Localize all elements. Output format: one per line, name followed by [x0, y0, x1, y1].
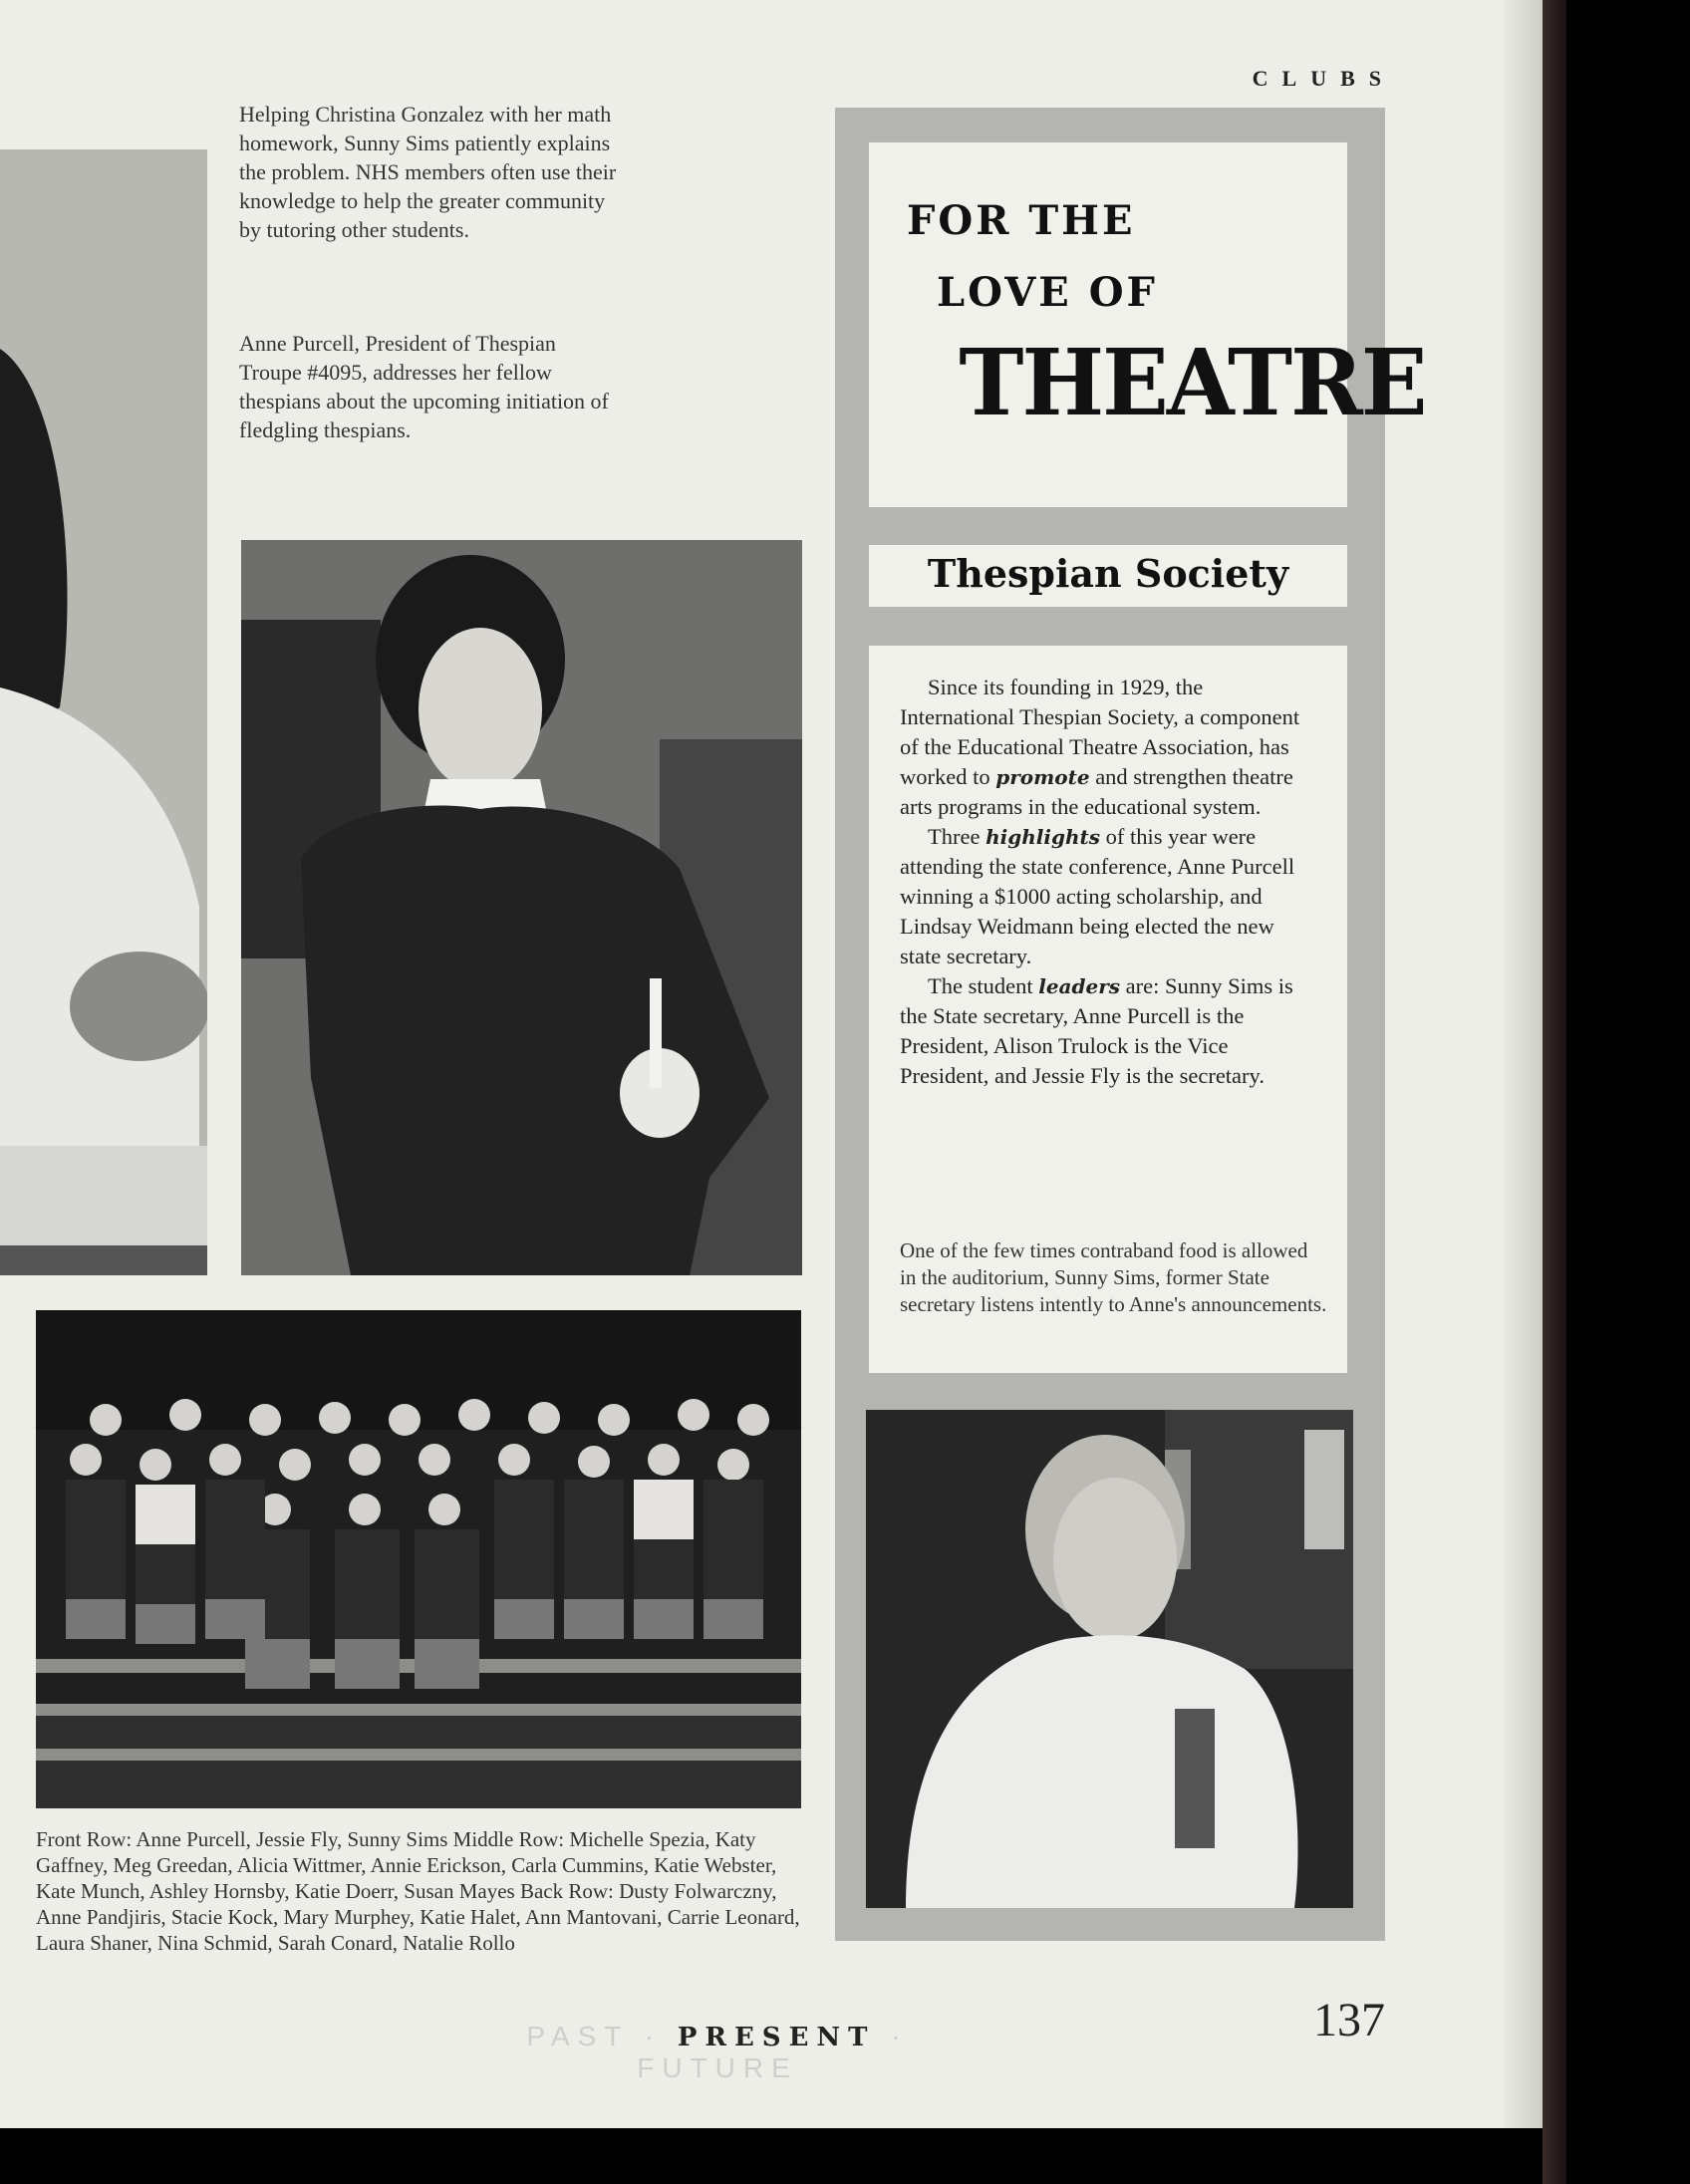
article-paragraph-1 — [900, 673, 1318, 822]
sunny-sims-photo — [866, 1410, 1353, 1908]
tutoring-caption: Helping Christina Gonzalez with her math homework, Sunny Sims patiently explains the problem. NHS members often use their knowledge to help the greater community by tutoring other students. — [239, 102, 617, 242]
title-line-1: FOR THE — [907, 197, 1136, 244]
motto-present: PRESENT — [677, 2023, 876, 2052]
footer-motto: PAST · PRESENT · FUTURE — [526, 2021, 909, 2083]
title-line-3: THEATRE — [959, 329, 1426, 436]
group-photo — [36, 1310, 801, 1808]
article-text: of this year were attending the state conference, Anne Purcell winning a $1000 acting scholarship, and Lindsay Weidmann being elected the new state secretary. — [900, 824, 1295, 968]
subtitle: Thespian Society — [927, 551, 1289, 596]
group-photo-caption: Front Row: Anne Purcell, Jessie Fly, Sunny Sims Middle Row: Michelle Spezia, Katy Gaffney, Meg Greedan, Alicia Wittmer, Annie Erickson, Carla Cummins, Katie Webster, Kate Munch, Ashley Hornsby, Katie Doerr, Susan Mayes Back Row: Dusty Folwarczny, Anne Pandjiris, Stacie Kock, Mary Murphey, Katie Halet, Ann Mantovani, Carrie Leonard, Laura Shaner, Nina Schmid, Sarah Conard, Natalie Rollo — [36, 1827, 800, 1955]
title-line-2: LOVE OF — [937, 269, 1158, 316]
keyword: highlights — [986, 825, 1100, 849]
tutoring-photo — [0, 149, 207, 1275]
motto-past: PAST — [526, 2021, 629, 2051]
page-number: 137 — [1313, 1994, 1385, 2047]
article-text: are: Sunny Sims is the State secretary, Anne Purcell is the President, Alison Trulock is the Vice President, and Jessie Fly is the secretary. — [900, 973, 1293, 1088]
keyword: promote — [995, 765, 1090, 789]
motto-future: FUTURE — [637, 2052, 798, 2083]
sunny-caption: One of the few times contraband food is allowed in the auditorium, Sunny Sims, former State secretary listens intently to Anne's announcements. — [900, 1238, 1327, 1316]
article-body — [900, 673, 1318, 1091]
article-paragraph-3 — [900, 971, 1318, 1091]
anne-purcell-photo — [241, 540, 802, 1275]
article-paragraph-2 — [900, 822, 1318, 971]
article-text: Since its founding in 1929, the International Thespian Society, a component of the Educational Theatre Association, has worked to — [900, 675, 1300, 789]
section-label: CLUBS — [1252, 66, 1395, 91]
article-text: and strengthen theatre arts programs in the educational system. — [900, 764, 1293, 819]
article-text: The student — [928, 973, 1039, 998]
keyword: leaders — [1038, 974, 1121, 998]
anne-caption: Anne Purcell, President of Thespian Troupe #4095, addresses her fellow thespians about the upcoming initiation of fledgling thespians. — [239, 331, 609, 442]
article-text: Three — [928, 824, 986, 849]
book-binding — [1543, 0, 1566, 2184]
